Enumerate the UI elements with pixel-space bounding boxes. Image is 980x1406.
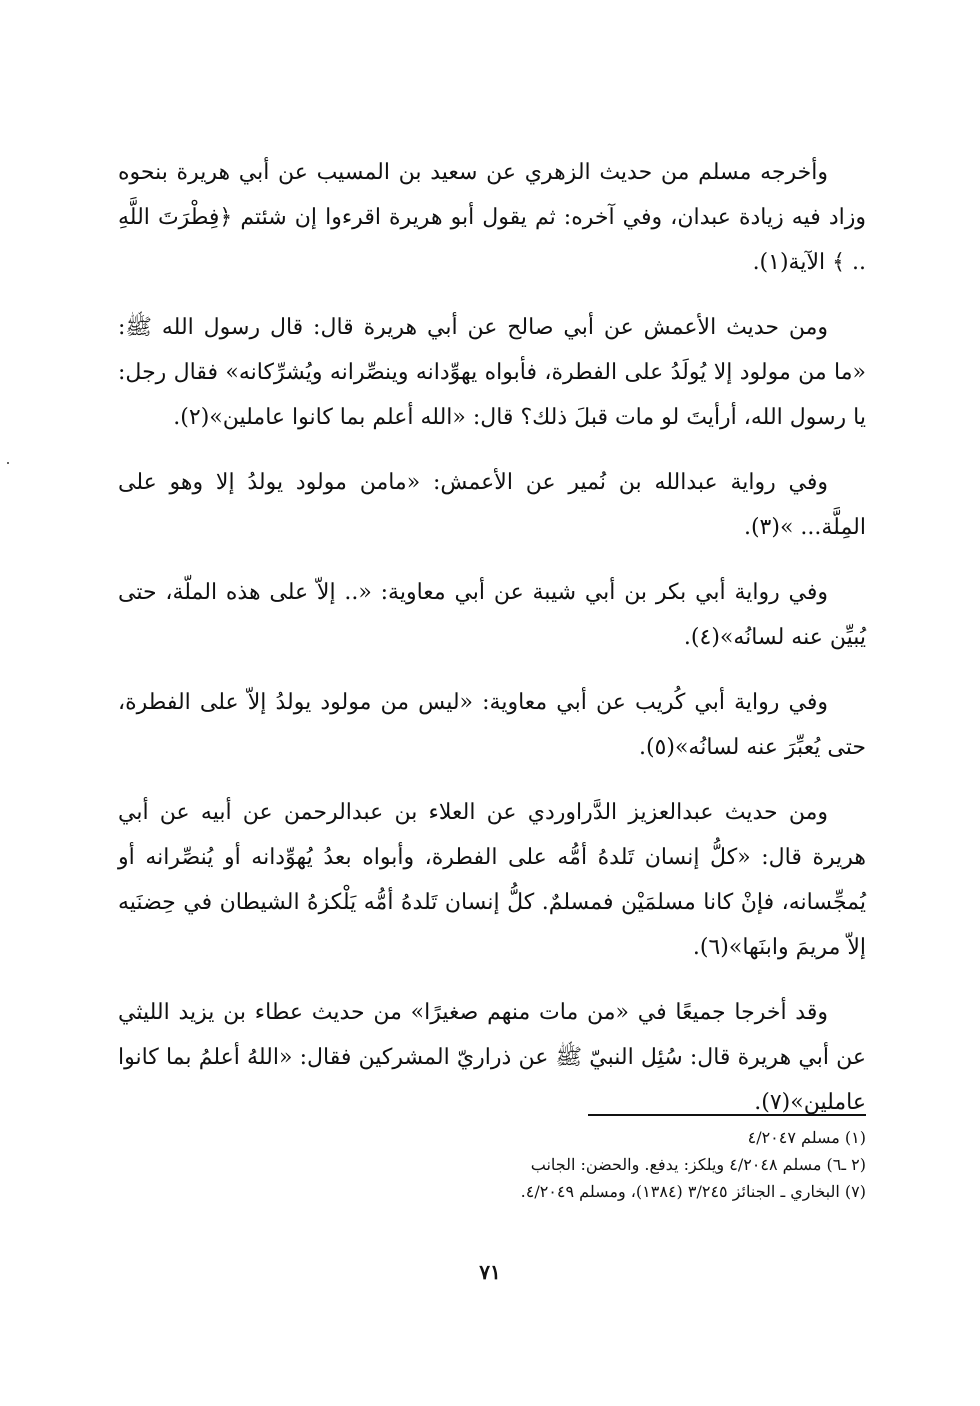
paragraph: وأخرجه مسلم من حديث الزهري عن سعيد بن المسيب عن أبي هريرة بنحوه وزاد فيه زيادة عبدان، وفي آخره: ثم يقول أبو هريرة اقرءوا إن شئتم ﴿فِطْرَتَ اللَّهِ .. ﴾ الآية(١). [118,160,866,275]
footnote: (٢ ـ٦) مسلم ٤/٢٠٤٨ ويلكز: يدفع. والحضن: الجانب [530,1155,866,1174]
paragraph: وفي رواية أبي بكر بن أبي شيبة عن أبي معاوية: «.. إلاّ على هذه الملّة، حتى يُبيِّن عنه لسانُه»(٤). [118,580,866,650]
paragraph: ومن حديث الأعمش عن أبي صالح عن أبي هريرة قال: قال رسول الله ﷺ: «ما من مولود إلا يُولَدُ على الفطرة، فأبواه يهوِّدانه وينصِّرانه ويُشرِّكانه» فقال رجل: يا رسول الله، أرأيتَ لو مات قبلَ ذلك؟ قال: «الله أعلم بما كانوا عاملين»(٢). [118,315,866,430]
footnote-separator [588,1114,866,1116]
paragraph: وفي رواية أبي كُريب عن أبي معاوية: «ليس من مولود يولدُ إلاّ على الفطرة، حتى يُعبِّرَ عنه لسانُه»(٥). [118,690,866,760]
page-number: ٧١ [479,1260,501,1284]
footnote: (١) مسلم ٤/٢٠٤٧ [747,1128,866,1147]
main-text [118,150,866,1145]
paragraph: وفي رواية عبدالله بن نُمير عن الأعمش: «مامن مولود يولدُ إلا وهو على المِلَّة... »(٣). [118,470,866,540]
footnotes [380,1124,866,1205]
paragraph: ومن حديث عبدالعزيز الدَّراوردي عن العلاء بن عبدالرحمن عن أبيه عن أبي هريرة قال: «كلُّ إنسان تَلدهُ أمُّه على الفطرة، وأبواه بعدُ يُهوِّدانه أو يُنصِّرانه أو يُمجِّسانه، فإنْ كانا مسلمَيْن فمسلمٌ. كلُّ إنسان تَلدهُ أمُّه يَلْكزهُ الشيطان في حِضنَيه إلاّ مريمَ وابنَها»(٦). [118,800,866,960]
margin-speck [7,462,9,464]
footnote: (٧) البخاري ـ الجنائز ٣/٢٤٥ (١٣٨٤)، ومسلم ٤/٢٠٤٩. [520,1182,866,1201]
paragraph: وقد أخرجا جميعًا في «من مات منهم صغيرًا» من حديث عطاء بن يزيد الليثي عن أبي هريرة قال: سُئِل النبيّ ﷺ عن ذراريّ المشركين فقال: «اللهُ أعلمُ بما كانوا عاملين»(٧). [118,1000,866,1115]
